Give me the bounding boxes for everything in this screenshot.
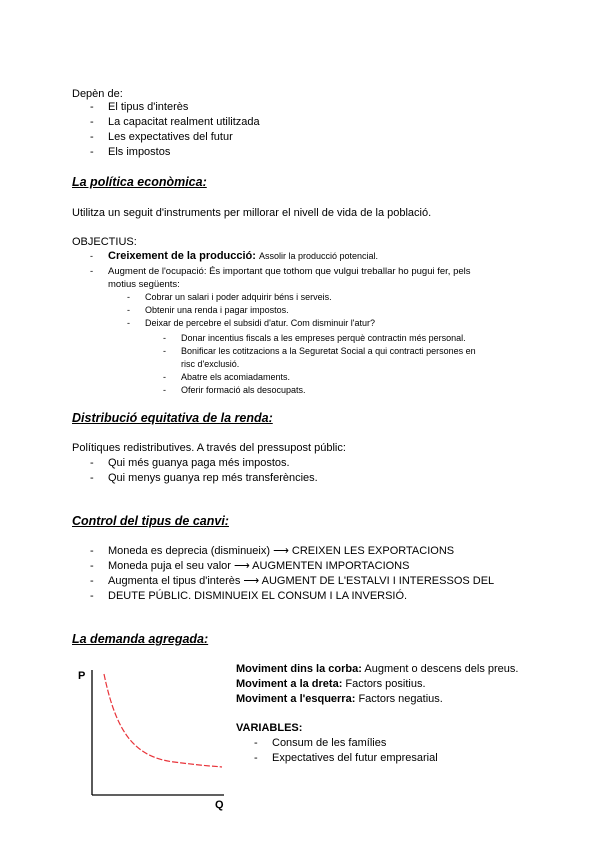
demand-graph bbox=[74, 662, 234, 822]
axis-label-q: Q bbox=[215, 799, 224, 811]
list-item: - El tipus d'interès bbox=[90, 101, 189, 113]
depen-title: Depèn de: bbox=[72, 88, 123, 100]
heading-politica: La política econòmica: bbox=[72, 175, 207, 189]
variables-label: VARIABLES: bbox=[236, 722, 303, 734]
list-item: - Qui menys guanya rep més transferències. bbox=[90, 472, 318, 484]
control-list bbox=[90, 544, 495, 604]
demand-curve bbox=[104, 674, 222, 767]
heading-control: Control del tipus de canvi: bbox=[72, 514, 229, 528]
list-item: - Creixement de la producció: Assolir la producció potencial. bbox=[90, 250, 379, 262]
distribucio-list bbox=[90, 456, 318, 486]
heading-demanda: La demanda agregada: bbox=[72, 632, 209, 646]
list-item: - Bonificar les cotitzacions a la Seguretat Social a qui contracti persones en bbox=[163, 346, 476, 356]
list-item: - La capacitat realment utilitzada bbox=[90, 116, 260, 128]
list-item: - Augment de l'ocupació: És important que tothom que vulgui treballar ho pugui fer, pels motius següents: bbox=[90, 266, 471, 290]
depen-list bbox=[90, 100, 260, 160]
list-item: - Moneda es deprecia (disminueix) ⟶ CREIXEN LES EXPORTACIONS bbox=[90, 545, 455, 557]
axis-label-p: P bbox=[78, 670, 86, 682]
list-item: - Expectatives del futur empresarial bbox=[254, 752, 438, 764]
distribucio-intro: Polítiques redistributives. A través del pressupost públic: bbox=[72, 442, 346, 454]
list-item: - Cobrar un salari i poder adquirir béns i serveis. bbox=[127, 292, 332, 302]
politica-intro: Utilitza un seguit d'instruments per millorar el nivell de vida de la població. bbox=[72, 207, 432, 219]
subsub-list bbox=[163, 332, 476, 397]
list-item: - Donar incentius fiscals a les empreses perquè contractin més personal. bbox=[163, 333, 466, 343]
list-item: - Consum de les famílies bbox=[254, 737, 387, 749]
note-moviment-esquerra: Moviment a l'esquerra: Factors negatius. bbox=[236, 693, 443, 705]
list-item: - Els impostos bbox=[90, 146, 171, 158]
objective-list bbox=[90, 249, 471, 291]
list-item: - Augmenta el tipus d'interès ⟶ AUGMENT DE L'ESTALVI I INTERESSOS DEL bbox=[90, 575, 495, 587]
list-item: - DEUTE PÚBLIC. DISMINUEIX EL CONSUM I LA INVERSIÓ. bbox=[90, 590, 408, 602]
list-item: - Abatre els acomiadaments. bbox=[163, 372, 291, 382]
note-moviment-dreta: Moviment a la dreta: Factors positius. bbox=[236, 678, 426, 690]
sub-list bbox=[127, 291, 376, 330]
list-item: - Moneda puja el seu valor ⟶ AUGMENTEN IMPORTACIONS bbox=[90, 560, 410, 572]
demanda-notes bbox=[236, 662, 518, 766]
list-item: - Obtenir una renda i pagar impostos. bbox=[127, 305, 289, 315]
list-item: risc d'exclusió. bbox=[181, 359, 240, 369]
list-item: - Les expectatives del futur bbox=[90, 131, 233, 143]
list-item: - Oferir formació als desocupats. bbox=[163, 385, 306, 395]
note-moviment-corba: Moviment dins la corba: Augment o descens dels preus. bbox=[236, 663, 519, 675]
heading-distribucio: Distribució equitativa de la renda: bbox=[72, 411, 273, 425]
list-item: - Qui més guanya paga més impostos. bbox=[90, 457, 290, 469]
demand-curve-svg bbox=[74, 662, 234, 822]
objectius-label: OBJECTIUS: bbox=[72, 236, 137, 248]
list-item: - Deixar de percebre el subsidi d'atur. Com disminuir l'atur? bbox=[127, 318, 376, 328]
